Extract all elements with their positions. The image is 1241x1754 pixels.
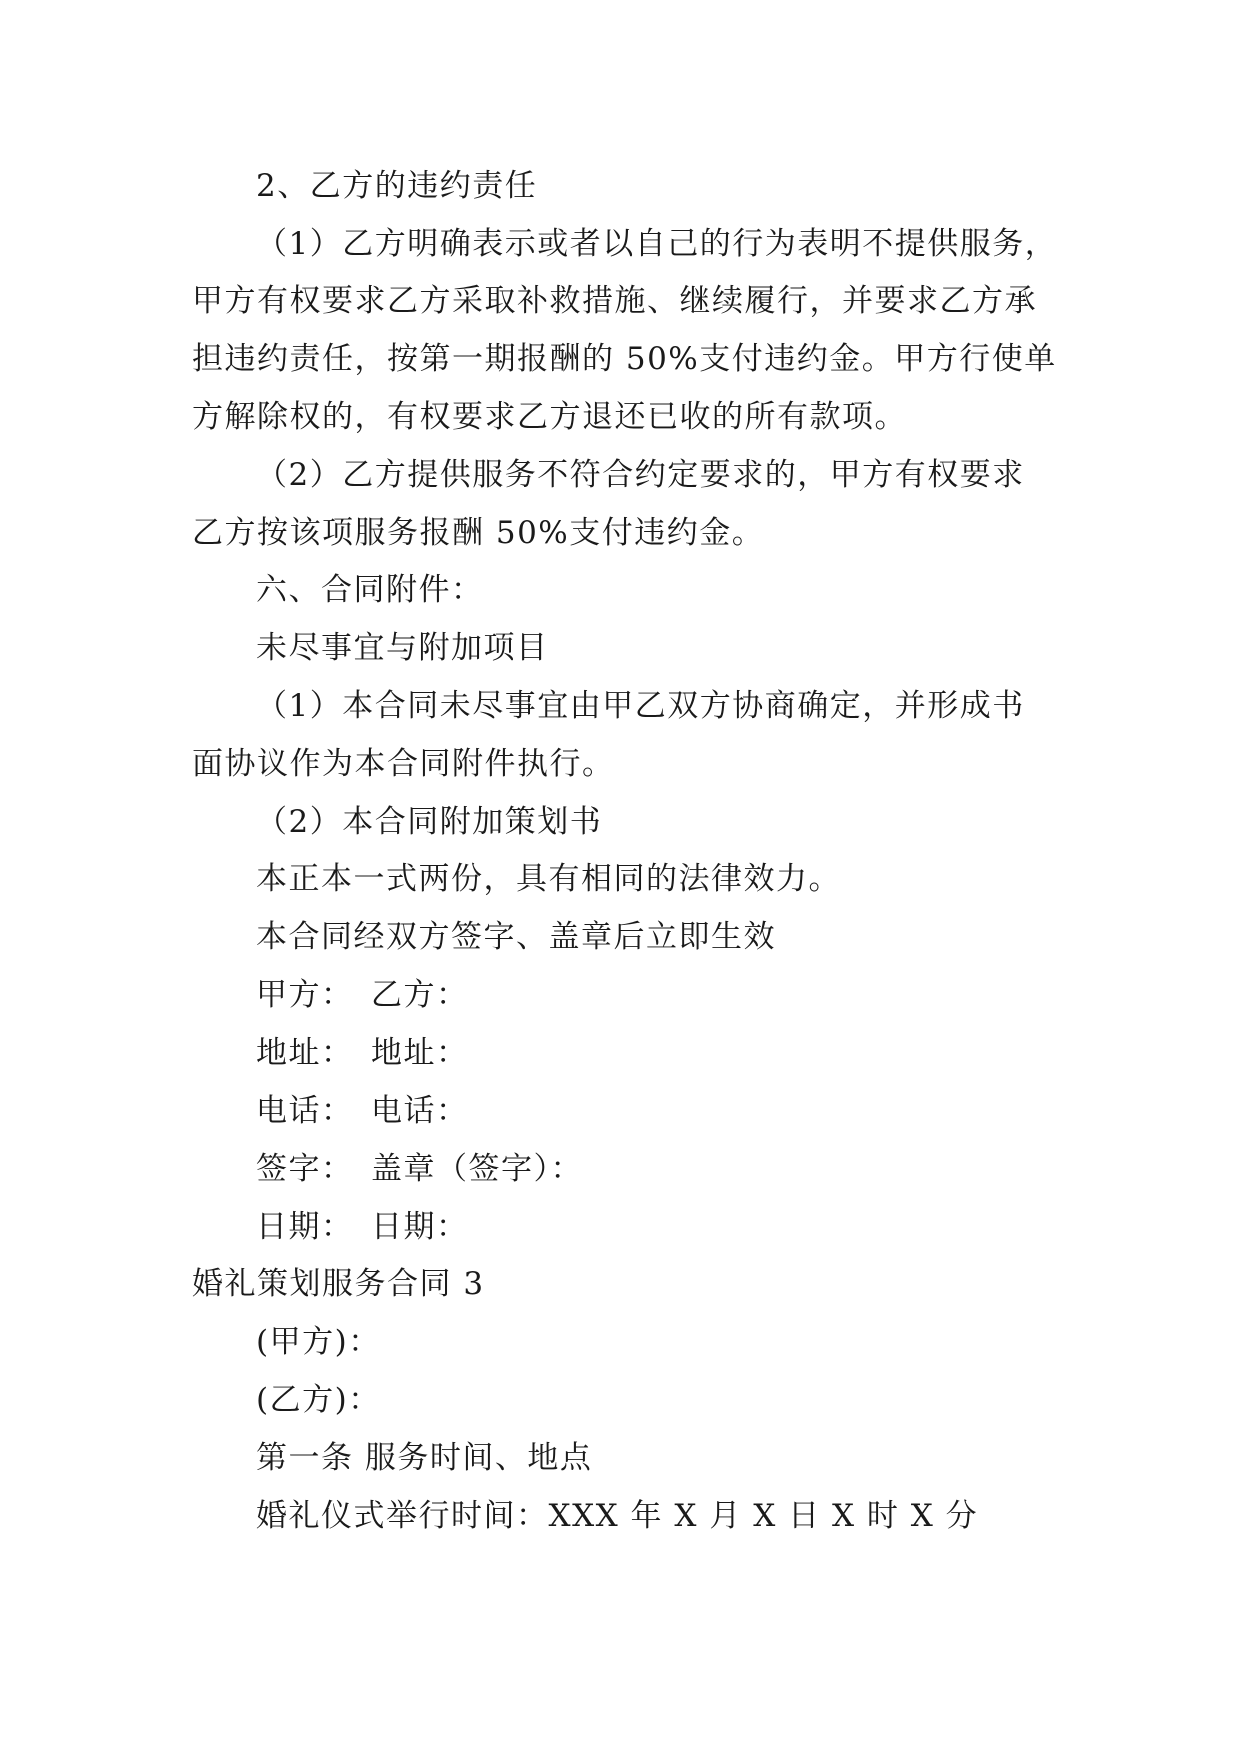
paragraph-line: 面协议作为本合同附件执行。 [192, 746, 615, 782]
party-a-field: (甲方)： [256, 1324, 381, 1360]
subheading: 未尽事宜与附加项目 [256, 630, 549, 666]
document-title: 婚礼策划服务合同 3 [192, 1266, 485, 1302]
ceremony-time-line: 婚礼仪式举行时间：XXX 年 X 月 X 日 X 时 X 分 [256, 1498, 979, 1534]
signature-row [256, 975, 469, 1015]
phone-label-a: 电话： [256, 1093, 354, 1129]
date-label-b: 日期： [371, 1209, 469, 1245]
signature-label-a: 签字： [256, 1151, 354, 1187]
party-a-label: 甲方： [256, 977, 354, 1013]
phone-label-b: 电话： [371, 1093, 469, 1129]
section-heading-breach-party-b: 2、乙方的违约责任 [256, 168, 538, 204]
paragraph-line: 本正本一式两份，具有相同的法律效力。 [256, 861, 841, 897]
paragraph-line: 方解除权的，有权要求乙方退还已收的所有款项。 [192, 399, 907, 435]
paragraph-line: （2）乙方提供服务不符合约定要求的，甲方有权要求 [256, 457, 1025, 493]
paragraph-line: 乙方按该项服务报酬 50%支付违约金。 [192, 515, 765, 551]
paragraph-line: 甲方有权要求乙方采取补救措施、继续履行，并要求乙方承 [192, 283, 1037, 319]
party-b-label: 乙方： [371, 977, 469, 1013]
party-b-field: (乙方)： [256, 1382, 381, 1418]
paragraph-line: 本合同经双方签字、盖章后立即生效 [256, 919, 776, 955]
address-label-a: 地址： [256, 1035, 354, 1071]
date-label-a: 日期： [256, 1209, 354, 1245]
paragraph-line: （1）本合同未尽事宜由甲乙双方协商确定，并形成书 [256, 688, 1025, 724]
address-label-b: 地址： [371, 1035, 469, 1071]
paragraph-line: （1）乙方明确表示或者以自己的行为表明不提供服务， [256, 226, 1058, 262]
article-heading: 第一条 服务时间、地点 [256, 1440, 593, 1476]
signature-row [256, 1149, 583, 1189]
signature-row [256, 1207, 469, 1247]
paragraph-line: 担违约责任，按第一期报酬的 50%支付违约金。甲方行使单 [192, 341, 1057, 377]
signature-row [256, 1033, 469, 1073]
signature-row [256, 1091, 469, 1131]
paragraph-line: （2）本合同附加策划书 [256, 804, 603, 840]
seal-label-b: 盖章（签字）： [371, 1151, 583, 1187]
section-heading-attachments: 六、合同附件： [256, 572, 484, 608]
